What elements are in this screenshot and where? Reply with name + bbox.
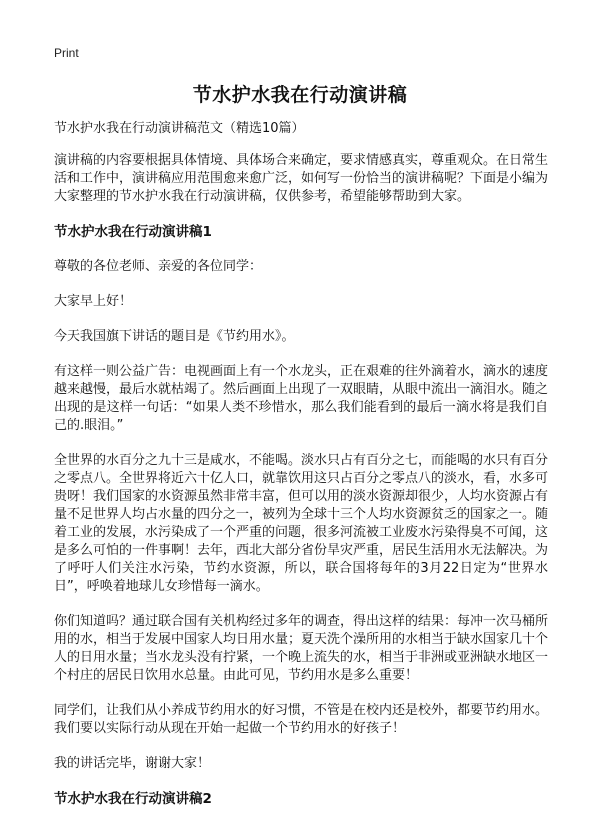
closing-line: 我的讲话完毕，谢谢大家！ xyxy=(54,756,211,771)
page-title: 节水护水我在行动演讲稿 xyxy=(192,84,408,106)
speech-topic: 今天我国旗下讲话的题目是《节约用水》。 xyxy=(54,329,295,344)
print-link[interactable]: Print xyxy=(54,46,79,60)
document-subtitle: 节水护水我在行动演讲稿范文（精选10篇） xyxy=(54,121,305,136)
document-content xyxy=(54,120,548,825)
section-heading-1: 节水护水我在行动演讲稿1 xyxy=(54,224,212,240)
body-paragraph: 你们知道吗？通过联合国有关机构经过多年的调查，得出这样的结果：每冲一次马桶所用的水，相当于发展中国家人均日用水量；夏天洗个澡所用的水相当于缺水国家几十个人的日用水量；当水龙头没有拧紧，一个晚上流失的水，相当于非洲或亚洲缺水地区一个村庄的居民日饮用水总量。由此可见，节约用水是多么重要！ xyxy=(54,614,549,683)
body-paragraph: 有这样一则公益广告：电视画面上有一个水龙头，正在艰难的往外滴着水，滴水的速度越来越慢，最后水就枯竭了。然后画面上出现了一双眼睛，从眼中流出一滴泪水。随之出现的是这样一句话：“如果人类不珍惜水，那么我们能看到的最后一滴水将是我们自己的.眼泪。” xyxy=(54,364,549,433)
intro-paragraph: 演讲稿的内容要根据具体情境、具体场合来确定，要求情感真实，尊重观众。在日常生活和工作中，演讲稿应用范围愈来愈广泛，如何写一份恰当的演讲稿呢？下面是小编为大家整理的节水护水我在行动演讲稿，仅供参考，希望能够帮助到大家。 xyxy=(54,153,549,204)
body-paragraph: 同学们，让我们从小养成节约用水的好习惯，不管是在校内还是校外，都要节约用水。我们要以实际行动从现在开始一起做一个节约用水的好孩子！ xyxy=(54,703,549,736)
body-paragraph: 全世界的水百分之九十三是咸水，不能喝。淡水只占有百分之七，而能喝的水只有百分之零点八。全世界将近六十亿人口，就靠饮用这只占百分之零点八的淡水，看，水多可贵呀！我们国家的水资源虽然非常丰富，但可以用的淡水资源却很少，人均水资源占有量不足世界人均占水量的四分之一，被列为全球十三个人均水资源贫乏的国家之一。随着工业的发展，水污染成了一个严重的问题，很多河流被工业废水污染得臭不可闻，这是多么可怕的一件事啊！去年，西北大部分省份旱灾严重，居民生活用水无法解决。为了呼吁人们关注水污染，节约水资源，所以，联合国将每年的3月22日定为“世界水日”，呼唤着地球儿女珍惜每一滴水。 xyxy=(54,453,549,594)
salutation: 尊敬的各位老师、亲爱的各位同学： xyxy=(54,259,263,274)
greeting: 大家早上好！ xyxy=(54,294,133,309)
section-heading-2: 节水护水我在行动演讲稿2 xyxy=(54,791,212,807)
